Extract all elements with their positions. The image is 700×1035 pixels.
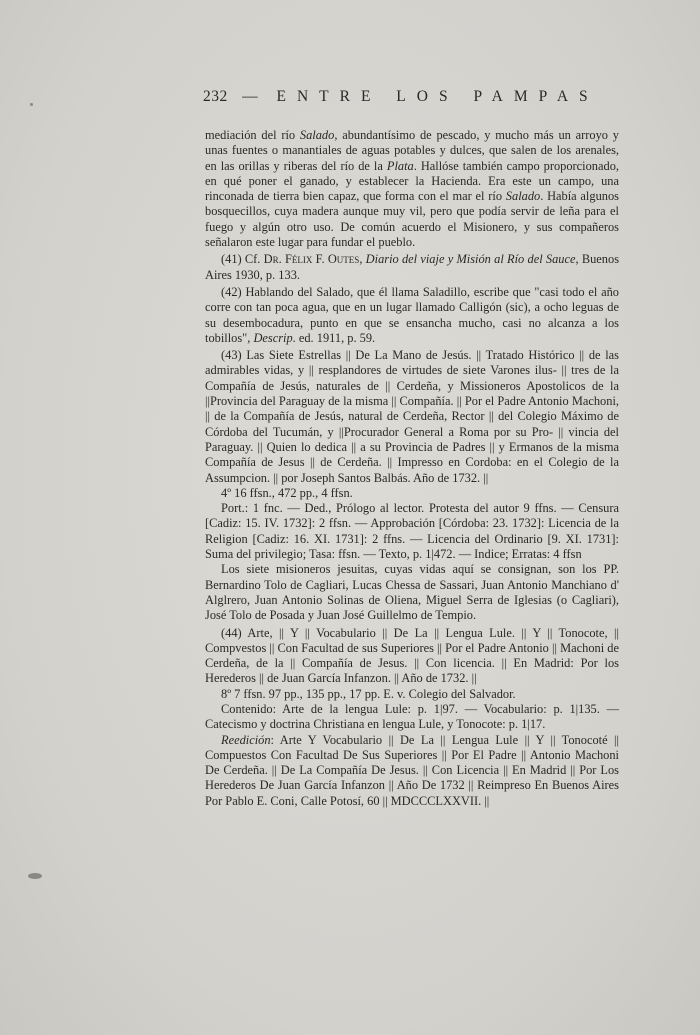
footnote-44-reedition: Reedición: Arte Y Vocabulario || De La || Lengua Lule || Y || Tonocoté || Compuestos Con Facultad De Sus Superiores || Por El Padre || Antonio Machoni De Cerdeña. || De La Compañía De Jesus. || Con Licencia || En Madrid || Por Los Herederos De Juan García Infanzon || Año De 1732 || Reimpreso En Buenos Aires Por Pablo E. Coni, Calle Potosí, 60 || MDCCCLXXVII. || <box>205 732 619 808</box>
paper-speck <box>30 103 33 106</box>
footnote-43: (43) Las Siete Estrellas || De La Mano de Jesús. || Tratado Histórico || de las admirables vidas, y || resplandores de virtudes de siete Varones ilus- || tres de la Compañía de Jesús, naturales de || Cerdeña, y Missioneros Apostolicos de la ||Provincia del Paraguay de la misma || Compañía. || Por el Padre Antonio Machoni, || de la Compañía de Jesús, natural de Cerdeña, Rector || del Colegio Máximo de Córdoba del Tucumán, y ||Procurador General a Roma por su Pro- || vincia del Paraguay. || Quien lo dedica || a su Provincia de Padres || y Ermanos de la misma Compañía de Jesus || de Cerdeña. || Impresso en Cordoba: en el Colegio de la Assumpcion. || por Joseph Santos Balbás. Año de 1732. || <box>205 348 619 485</box>
paragraph-salado: mediación del río Salado, abundantísimo de pescado, y mucho más un arroyo y unas fuentes o manantiales de aguas potables y dulces, que salen de los arenales, en las orillas y riberas del río de la Plata. Hallóse también campo proporcionado, en qué poner el ganado, y establecer la Hacienda. Era este un campo, una rinconada de tierra bien capaz, que forma con el mar el río Salado. Había algunos bosquecillos, cuya madera aunque muy vil, pero que podía servir de leña para el fuego y algún otro uso. De común acuerdo el Misionero, y sus compañeros señalaron este lugar para fundar el pueblo. <box>205 128 619 250</box>
footnote-43-missioners: Los siete misioneros jesuitas, cuyas vidas aquí se consignan, son los PP. Bernardino Tolo de Cagliari, Lucas Chessa de Sassari, Juan Antonio Manchiano d' Alglrero, Juan Antonio Solinas de Oliena, Miguel Serra de Iglesias (o Cagliari), José Tolo de Posada y Juan José Guillelmo de Tempio. <box>205 562 619 623</box>
footnote-44: (44) Arte, || Y || Vocabulario || De La || Lengua Lule. || Y || Tonocote, || Compvestos || Con Facultad de sus Superiores || Por el Padre Antonio || Machoni de Cerdeña, de la || Compañía de Jesus. || Con licencia. || En Madrid: Por los Herederos || de Juan García Infanzon. || Año de 1732. || <box>205 625 619 686</box>
footnote-42: (42) Hablando del Salado, que él llama Saladillo, escribe que "casi todo el año corre con tan poca agua, que en un lugar llamado Calligón (sic), a ocho leguas de su desembocadura, punto en que se ensancha mucho, casi no alcanza a los tobillos", Descrip. ed. 1911, p. 59. <box>205 284 619 345</box>
footnote-41: (41) Cf. Dr. Félix F. Outes, Diario del viaje y Misión al Río del Sauce, Buenos Aires 1930, p. 133. <box>205 252 620 282</box>
page-number: 232 <box>203 88 228 105</box>
running-header <box>203 88 628 106</box>
footnote-44-contents: Contenido: Arte de la lengua Lule: p. 1|97. — Vocabulario: p. 1|135. — Catecismo y doctrina Christiana en lengua Lule, y Tonocote: p. 1|17. <box>205 701 619 732</box>
footnote-43-format: 4º 16 ffsn., 472 pp., 4 ffsn. <box>221 485 353 500</box>
header-dash: — <box>242 88 259 105</box>
footnote-44-format: 8º 7 ffsn. 97 pp., 135 pp., 17 pp. E. v. Colegio del Salvador. <box>221 686 516 701</box>
running-title: ENTRE LOS PAMPAS <box>276 88 599 105</box>
page-body <box>205 128 619 809</box>
paper-speck <box>28 873 42 879</box>
footnote-43-collation: Port.: 1 fnc. — Ded., Prólogo al lector. Protesta del autor 9 ffns. — Censura [Cadiz: 15. IV. 1732]: 2 ffsn. — Approbación [Córdoba: 23. 1732]: Licencia de la Religion [Cadiz: 16. XI. 1731]: 2 ffns. — Licencia del Ordinario [9. XI. 1731]: Suma del privilegio; Tasa: ffsn. — Texto, p. 1|472. — Indice; Erratas: 4 ffsn <box>205 501 619 562</box>
